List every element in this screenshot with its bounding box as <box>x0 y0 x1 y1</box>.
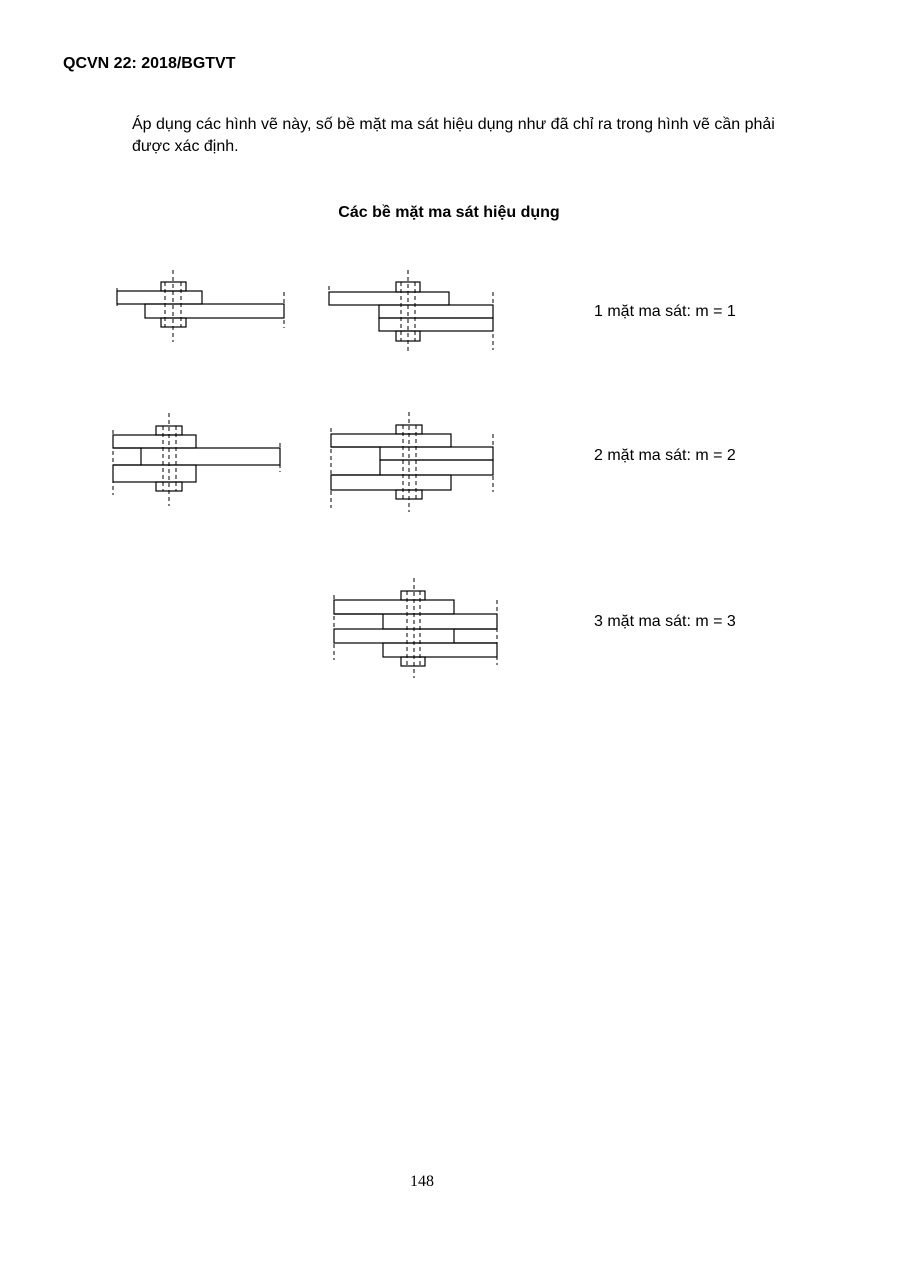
joint-diagram-2b <box>331 412 493 512</box>
document-code: QCVN 22: 2018/BGTVT <box>63 55 236 72</box>
label-two-surfaces: 2 mặt ma sát: m = 2 <box>594 447 736 464</box>
label-one-surface: 1 mặt ma sát: m = 1 <box>594 303 736 320</box>
joint-diagram-3 <box>334 578 497 678</box>
intro-paragraph: Áp dụng các hình vẽ này, số bề mặt ma sát hiệu dụng như đã chỉ ra trong hình vẽ cần phải được xác định. <box>132 116 775 155</box>
figure-title: Các bề mặt ma sát hiệu dụng <box>338 204 560 221</box>
label-three-surfaces: 3 mặt ma sát: m = 3 <box>594 613 736 630</box>
joint-diagram-1a <box>117 270 284 342</box>
joint-diagram-1b <box>329 270 493 352</box>
page-number: 148 <box>410 1173 434 1190</box>
joint-diagram-2a <box>113 413 280 506</box>
